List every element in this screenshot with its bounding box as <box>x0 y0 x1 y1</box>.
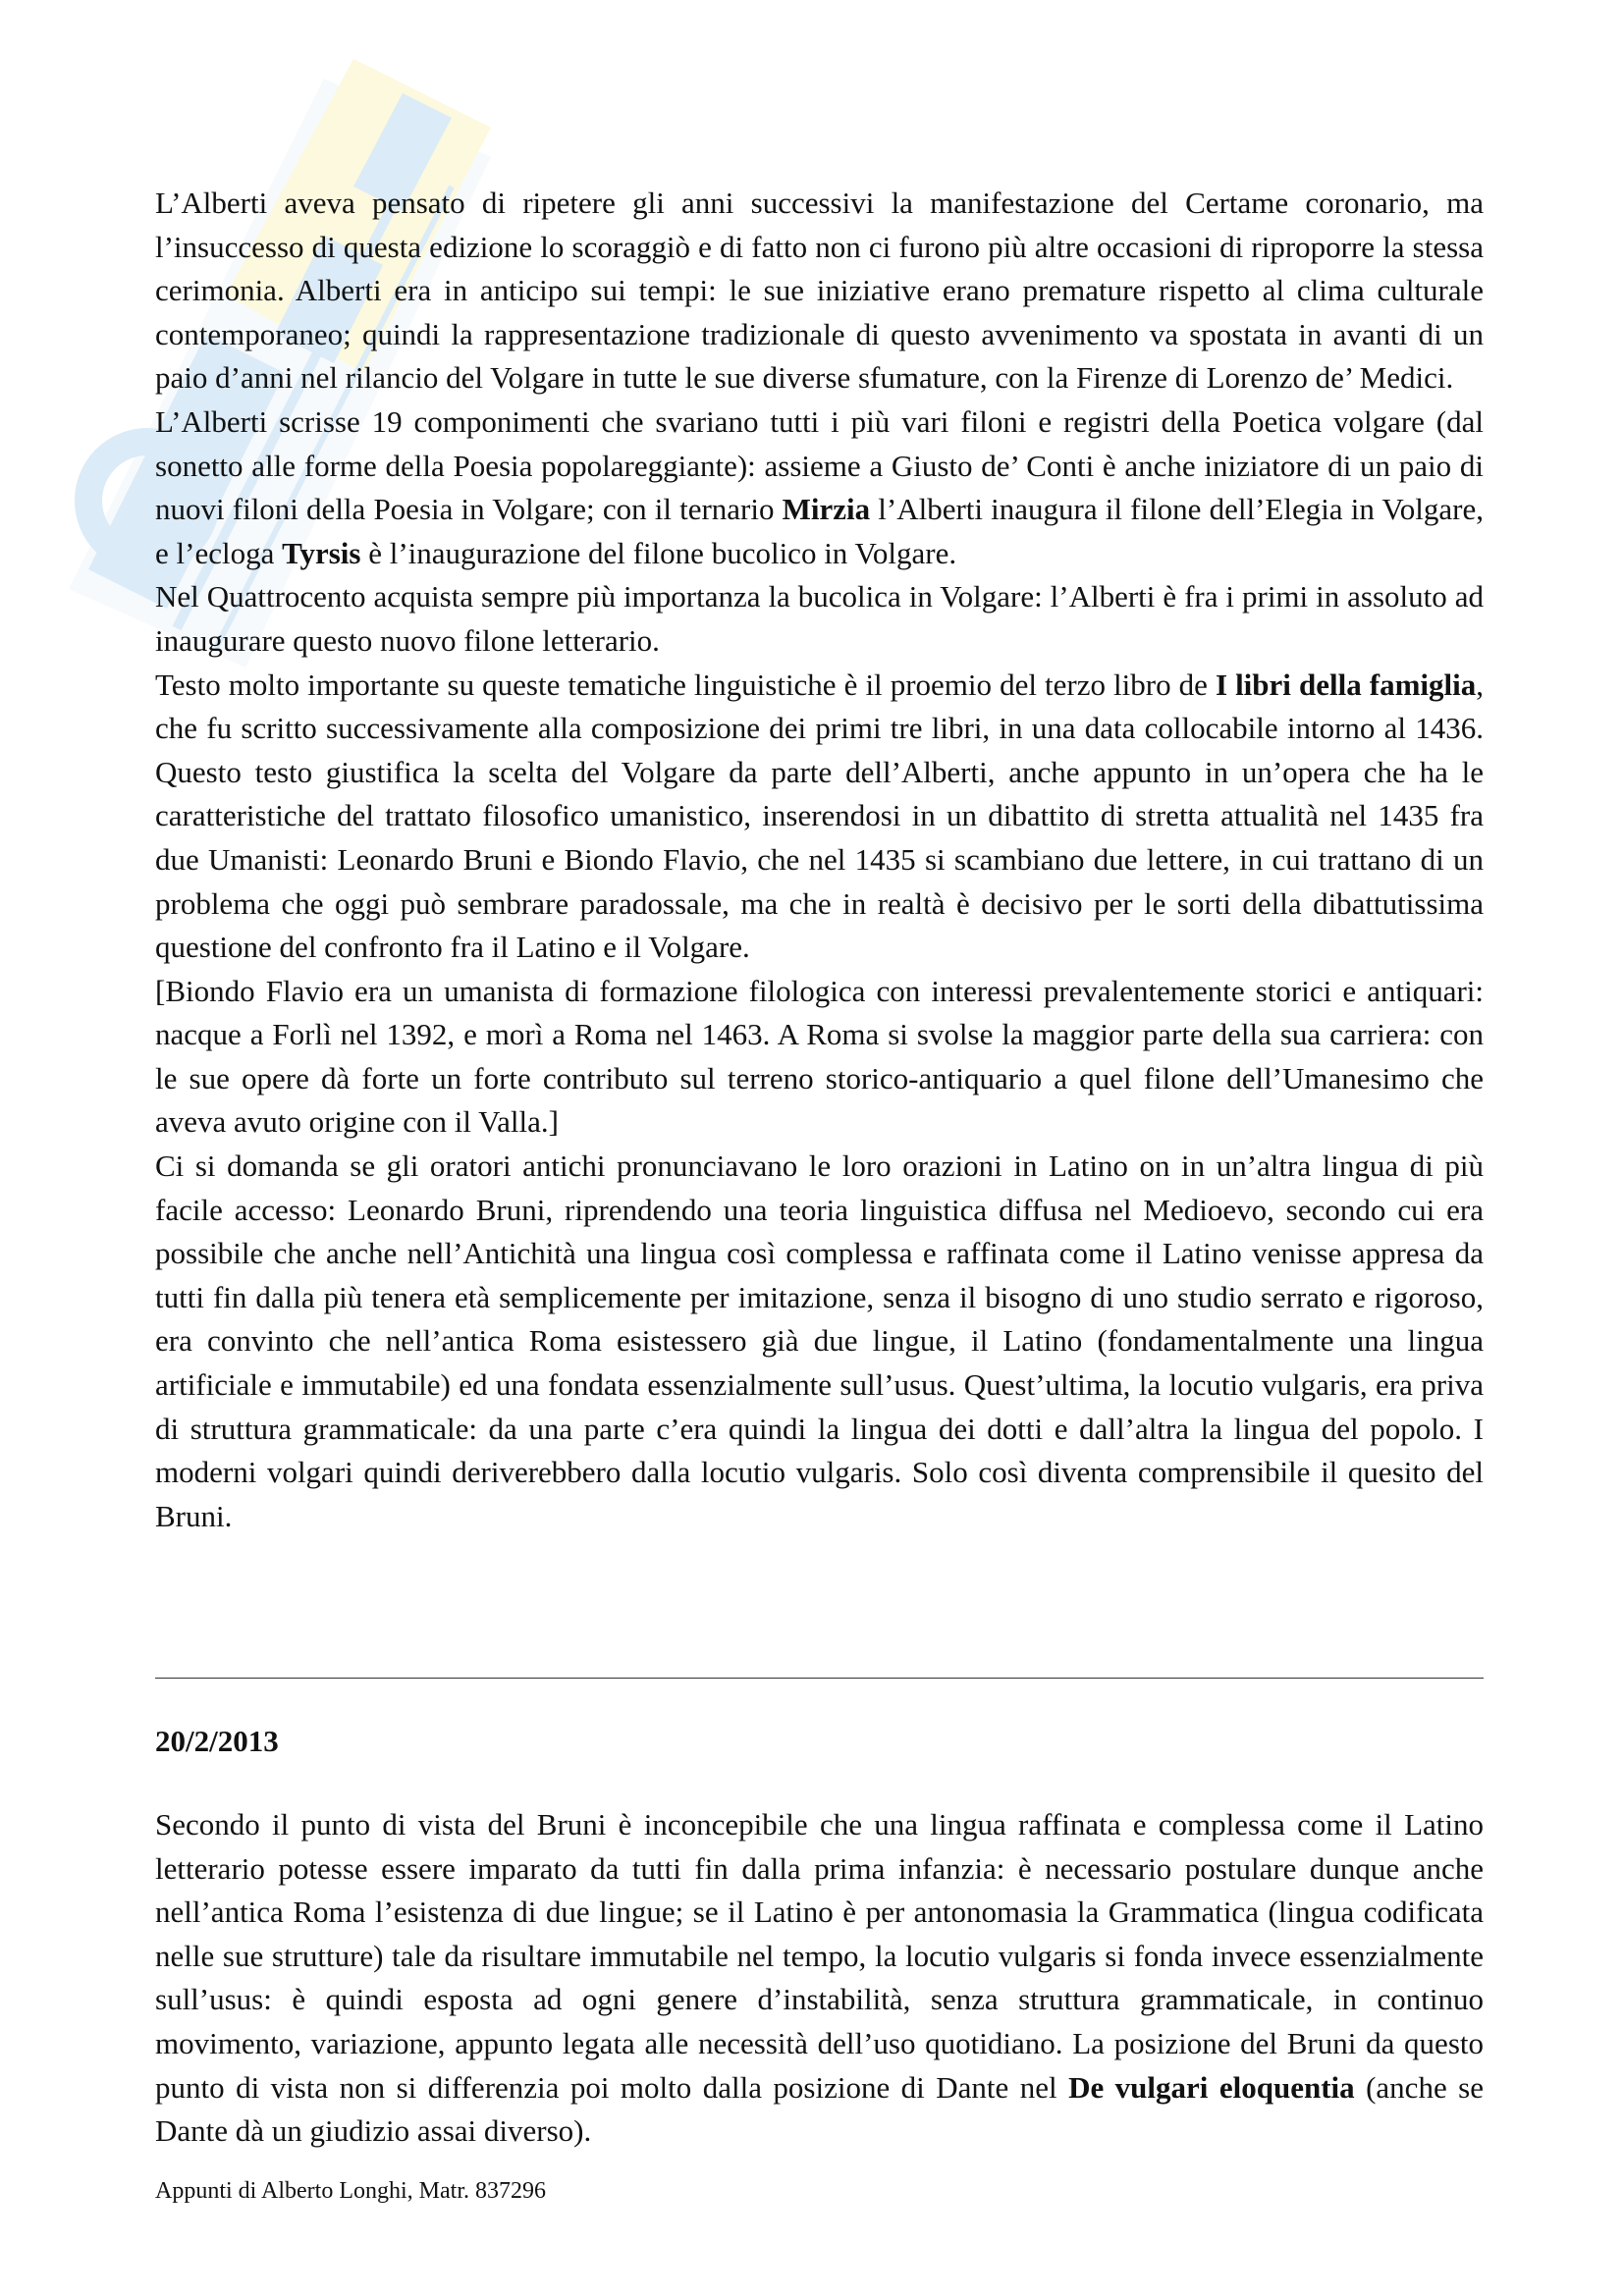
paragraph <box>155 575 1484 663</box>
text-run: L’Alberti aveva pensato di ripetere gli anni successivi la manifestazione del Certame coronario, ma l’insuccesso di questa edizione lo scoraggiò e di fatto non ci furono più altre occasioni di riproporre la stessa cerimonia. Alberti era in anticipo sui tempi: le sue iniziative erano premature rispetto al clima culturale contemporaneo; quindi la rappresentazione tradizionale di questo avvenimento va spostata in avanti di un paio d’anni nel rilancio del Volgare in tutte le sue diverse sfumature, con la Firenze di Lorenzo de’ Medici. <box>155 186 1484 396</box>
text-run: (anche se Dante dà un giudizio assai diverso). <box>155 2069 1484 2149</box>
main-text-block <box>155 182 1484 1538</box>
paragraph <box>155 970 1484 1145</box>
text-run: , che fu scritto successivamente alla composizione dei primi tre libri, in una data collocabile intorno al 1436. Questo testo giustifica la scelta del Volgare da parte dell’Alberti, anche appunto in un’opera che ha le caratteristiche del trattato filosofico umanistico, inserendosi in un dibattito di stretta attualità nel 1435 fra due Umanisti: Leonardo Bruni e Biondo Flavio, che nel 1435 si scambiano due lettere, in cui trattano di un problema che oggi può sembrare paradossale, ma che in realtà è decisivo per le sorti della dibattutissima questione del confronto fra il Latino e il Volgare. <box>155 667 1484 965</box>
paragraph <box>155 400 1484 575</box>
paragraph <box>155 1803 1484 2154</box>
date-heading: 20/2/2013 <box>155 1724 279 1758</box>
text-run: Ci si domanda se gli oratori antichi pronunciavano le loro orazioni in Latino on in un’altra lingua di più facile accesso: Leonardo Bruni, riprendendo una teoria linguistica diffusa nel Medioevo, secondo cui era possibile che anche nell’Antichità una lingua così complessa e raffinata come il Latino venisse appresa da tutti fin dalla più tenera età semplicemente per imitazione, senza il bisogno di uno studio serrato e rigoroso, era convinto che nell’antica Roma esistessero già due lingue, il Latino (fondamentalmente una lingua artificiale e immutabile) ed una fondata essenzialmente sull’usus. Quest’ultima, la locutio vulgaris, era priva di struttura grammaticale: da una parte c’era quindi la lingua dei dotti e dall’altra la lingua del popolo. I moderni volgari quindi deriverebbero dalla locutio vulgaris. Solo così diventa comprensibile il quesito del Bruni. <box>155 1148 1484 1533</box>
bold-title: I libri della famiglia <box>1215 667 1477 702</box>
bold-title: Tyrsis <box>282 535 361 570</box>
text-run: Secondo il punto di vista del Bruni è inconcepibile che una lingua raffinata e complessa come il Latino letterario potesse essere imparato da tutti fin dalla prima infanzia: è necessario postulare dunque anche nell’antica Roma l’esistenza di due lingue; se il Latino è per antonomasia la Grammatica (lingua codificata nelle sue strutture) tale da risultare immutabile nel tempo, la locutio vulgaris si fonda invece essenzialmente sull’usus: è quindi esposta ad ogni genere d’instabilità, senza struttura grammaticale, in continuo movimento, variazione, appunto legata alle necessità dell’uso quotidiano. La posizione del Bruni da questo punto di vista non si differenzia poi molto dalla posizione di Dante nel <box>155 1807 1484 2105</box>
bold-title: Mirzia <box>782 492 871 527</box>
text-run: l’Alberti inaugura il filone dell’Elegia in Volgare, e l’ecloga <box>155 492 1485 570</box>
text-run: Nel Quattrocento acquista sempre più importanza la bucolica in Volgare: l’Alberti è fra i primi in assoluto ad inaugurare questo nuovo filone letterario. <box>155 579 1484 658</box>
paragraph <box>155 1145 1484 1538</box>
page-footer: Appunti di Alberto Longhi, Matr. 837296 <box>155 2178 546 2204</box>
text-run: [Biondo Flavio era un umanista di formazione filologica con interessi prevalentemente storici e antiquari: nacque a Forlì nel 1392, e morì a Roma nel 1463. A Roma si svolse la maggior parte della sua carriera: con le sue opere dà forte un forte contributo sul terreno storico-antiquario a quel filone dell’Umanesimo che aveva avuto origine con il Valla.] <box>155 973 1484 1140</box>
section-divider <box>155 1678 1484 1679</box>
text-run: L’Alberti scrisse 19 componimenti che svariano tutti i più vari filoni e registri della Poetica volgare (dal sonetto alle forme della Poesia popolareggiante): assieme a Giusto de’ Conti è anche iniziatore di un paio di nuovi filoni della Poesia in Volgare; con il ternario <box>155 403 1484 527</box>
text-run: Testo molto importante su queste tematiche linguistiche è il proemio del terzo libro de <box>155 667 1216 702</box>
paragraph <box>155 664 1484 970</box>
bold-title: De vulgari eloquentia <box>1068 2069 1355 2105</box>
text-run: è l’inaugurazione del filone bucolico in Volgare. <box>360 535 957 570</box>
second-section-text <box>155 1803 1484 2154</box>
paragraph <box>155 182 1484 400</box>
